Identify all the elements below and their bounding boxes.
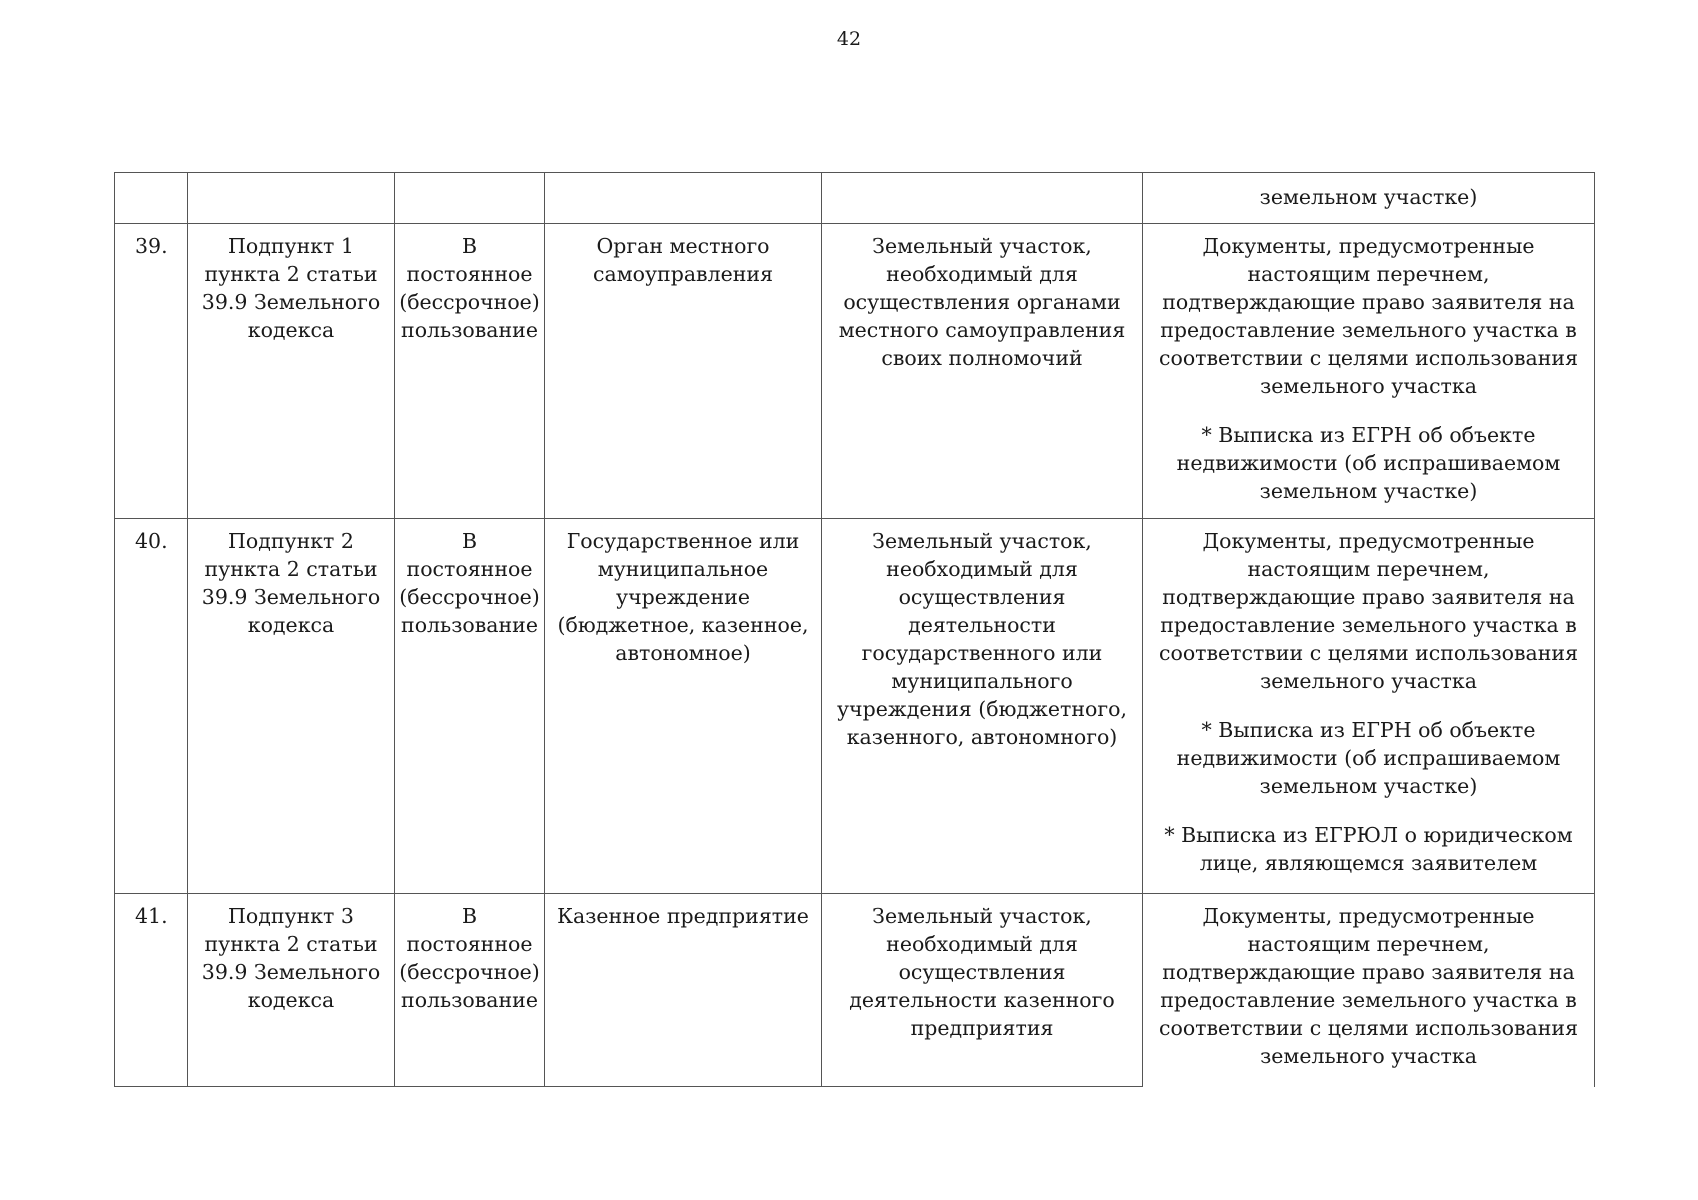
documents-paragraph: Документы, предусмотренные настоящим перечнем, подтверждающие право заявителя на предоставление земельного участка в соответствии с целями использования земельного участка xyxy=(1159,904,1578,1068)
documents-paragraph: * Выписка из ЕГРЮЛ о юридическом лице, являющемся заявителем xyxy=(1164,823,1573,875)
cell-right-type: В постоянное (бессрочное) пользование xyxy=(395,519,545,894)
cell-right-empty xyxy=(395,173,545,224)
cell-purpose: Земельный участок, необходимый для осуществления деятельности казенного предприятия xyxy=(822,894,1143,1087)
cell-purpose-empty xyxy=(822,173,1143,224)
cell-docs-continuation: земельном участке) xyxy=(1143,173,1595,224)
row-number: 40. xyxy=(115,519,188,894)
cell-legal-basis: Подпункт 1 пункта 2 статьи 39.9 Земельного кодекса xyxy=(188,224,395,519)
row-number: 39. xyxy=(115,224,188,519)
cell-applicant: Орган местного самоуправления xyxy=(545,224,822,519)
cell-purpose: Земельный участок, необходимый для осуществления органами местного самоуправления своих полномочий xyxy=(822,224,1143,519)
cell-right-type: В постоянное (бессрочное) пользование xyxy=(395,894,545,1087)
cell-purpose: Земельный участок, необходимый для осуществления деятельности государственного или муниципального учреждения (бюджетного, казенного, автономного) xyxy=(822,519,1143,894)
cell-applicant-empty xyxy=(545,173,822,224)
cell-num-empty xyxy=(115,173,188,224)
cell-documents xyxy=(1143,519,1595,894)
cell-legal-basis: Подпункт 3 пункта 2 статьи 39.9 Земельного кодекса xyxy=(188,894,395,1087)
documents-paragraph: Документы, предусмотренные настоящим перечнем, подтверждающие право заявителя на предоставление земельного участка в соответствии с целями использования земельного участка xyxy=(1159,529,1578,693)
cell-documents xyxy=(1143,224,1595,519)
cell-right-type: В постоянное (бессрочное) пользование xyxy=(395,224,545,519)
cell-applicant: Казенное предприятие xyxy=(545,894,822,1087)
documents-paragraph: * Выписка из ЕГРН об объекте недвижимости (об испрашиваемом земельном участке) xyxy=(1176,423,1561,503)
documents-paragraph: Документы, предусмотренные настоящим перечнем, подтверждающие право заявителя на предоставление земельного участка в соответствии с целями использования земельного участка xyxy=(1159,234,1578,398)
land-documents-table xyxy=(114,172,1595,1087)
cell-basis-empty xyxy=(188,173,395,224)
table-row-continuation xyxy=(115,173,1595,224)
table-row-40 xyxy=(115,519,1595,894)
table-row-39 xyxy=(115,224,1595,519)
documents-paragraph: * Выписка из ЕГРН об объекте недвижимости (об испрашиваемом земельном участке) xyxy=(1176,718,1561,798)
cell-documents xyxy=(1143,894,1595,1087)
page-number: 42 xyxy=(836,28,862,50)
cell-applicant: Государственное или муниципальное учреждение (бюджетное, казенное, автономное) xyxy=(545,519,822,894)
table-row-41 xyxy=(115,894,1595,1087)
cell-legal-basis: Подпункт 2 пункта 2 статьи 39.9 Земельного кодекса xyxy=(188,519,395,894)
row-number: 41. xyxy=(115,894,188,1087)
